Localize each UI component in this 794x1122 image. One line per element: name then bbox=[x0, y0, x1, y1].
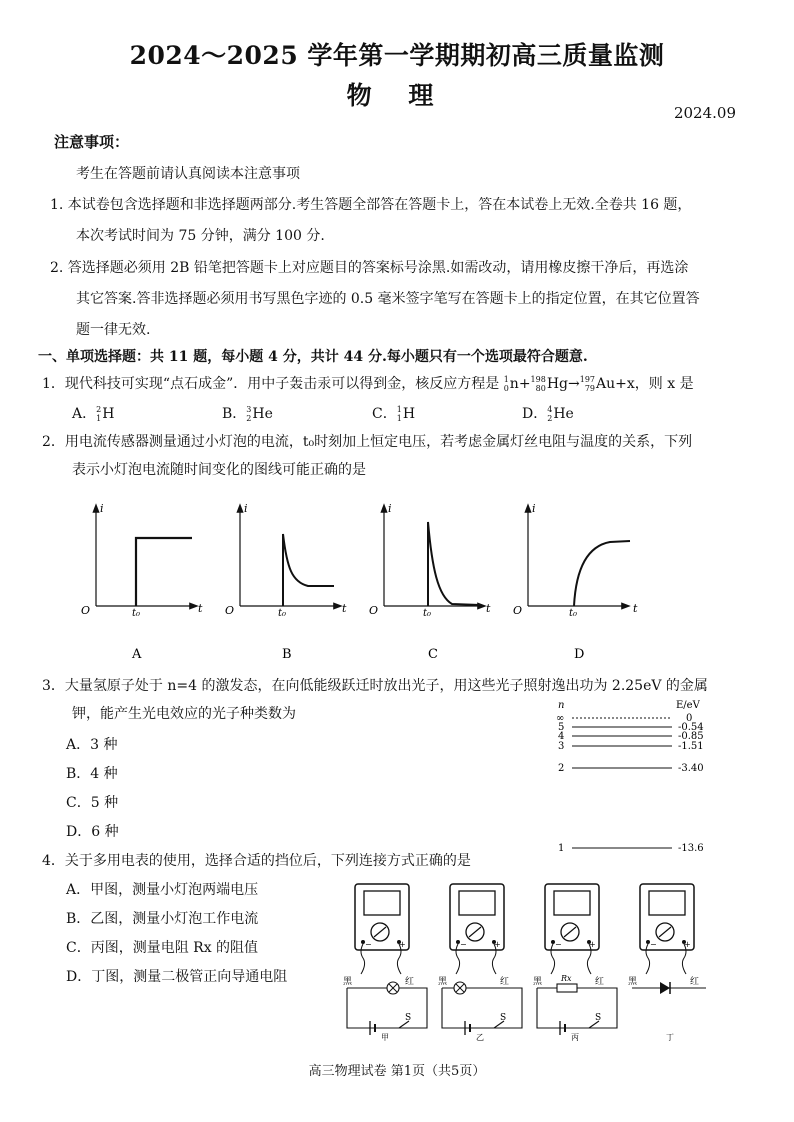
svg-text:+: + bbox=[399, 940, 406, 949]
ding-caption: 丁 bbox=[666, 1033, 674, 1042]
graph-d-y-label: i bbox=[532, 502, 536, 515]
graph-c-y-label: i bbox=[388, 502, 392, 515]
ding-red-label: 红 bbox=[690, 977, 700, 987]
graph-b-caption: B bbox=[282, 647, 292, 662]
meter-circuit-bing bbox=[533, 884, 617, 1042]
svg-text:+: + bbox=[494, 940, 501, 949]
hg-numbers: 198 80 bbox=[530, 375, 546, 393]
subject-title: 物 理 bbox=[346, 81, 448, 110]
notice-item-2-end: 题一律无效. bbox=[76, 322, 151, 338]
e-axis-label: E/eV bbox=[676, 700, 700, 711]
question-2-line-2: 表示小灯泡电流随时间变化的图线可能正确的是 bbox=[72, 462, 366, 478]
graph-a-x-label: t bbox=[198, 602, 203, 615]
notice-item-1-cont: 本次考试时间为 75 分钟，满分 100 分. bbox=[76, 228, 325, 244]
level-e-2: -3.40 bbox=[678, 763, 704, 774]
graph-a-y-label: i bbox=[100, 502, 104, 515]
bing-red-label: 红 bbox=[595, 977, 605, 987]
level-e-5: -0.54 bbox=[678, 722, 704, 733]
n-numbers: 1 0 bbox=[503, 375, 509, 393]
level-e-inf: 0 bbox=[686, 713, 693, 724]
level-n-5: 5 bbox=[558, 722, 565, 733]
q3-option-d: D．6 种 bbox=[66, 824, 119, 840]
svg-text:−: − bbox=[460, 940, 467, 949]
meter-circuit-ding bbox=[628, 884, 706, 1042]
jia-switch-label: S bbox=[405, 1013, 412, 1023]
notice-item-2: 2. 答选择题必须用 2B 铅笔把答题卡上对应题目的答案标号涂黑.如需改动，请用橡皮擦干净后，再选涂 bbox=[50, 260, 689, 276]
jia-red-label: 红 bbox=[405, 977, 415, 987]
level-n-3: 3 bbox=[558, 741, 565, 752]
graph-d bbox=[513, 502, 638, 662]
level-e-3: -1.51 bbox=[678, 741, 704, 752]
graph-d-t0: t₀ bbox=[569, 608, 578, 619]
q3-option-b: B．4 种 bbox=[66, 766, 118, 782]
bing-black-label: 黑 bbox=[533, 977, 543, 987]
q3-option-a: A．3 种 bbox=[66, 737, 118, 753]
multimeter-diagrams bbox=[335, 880, 715, 1042]
meter-circuit-jia bbox=[343, 884, 427, 1042]
graph-c-t0: t₀ bbox=[423, 608, 432, 619]
n-axis-label: n bbox=[558, 700, 565, 711]
q4-option-a: A．甲图，测量小灯泡两端电压 bbox=[66, 882, 259, 898]
question-4-stem: 4．关于多用电表的使用，选择合适的挡位后，下列连接方式正确的是 bbox=[42, 853, 471, 869]
graph-d-caption: D bbox=[574, 647, 585, 662]
question-3-line-1: 3．大量氢原子处于 n=4 的激发态，在向低能级跃迁时放出光子，用这些光子照射逸出功为 2.25eV 的金属 bbox=[42, 678, 708, 694]
notice-item-2-cont: 其它答案.答非选择题必须用书写黑色字迹的 0.5 毫米签字笔写在答题卡上的指定位置，在其它位置答 bbox=[76, 291, 700, 307]
notice-item-1: 1. 本试卷包含选择题和非选择题两部分.考生答题全部答在答题卡上，答在本试卷上无效.全卷共 16 题， bbox=[50, 197, 692, 213]
level-n-2: 2 bbox=[558, 763, 565, 774]
graph-a-origin: O bbox=[81, 604, 91, 617]
q4-option-d: D．丁图，测量二极管正向导通电阻 bbox=[66, 969, 288, 985]
notice-heading: 注意事项： bbox=[54, 133, 130, 151]
yi-switch-label: S bbox=[500, 1013, 507, 1023]
svg-text:+: + bbox=[684, 940, 691, 949]
graph-c-origin: O bbox=[369, 604, 379, 617]
graph-a bbox=[81, 502, 203, 662]
graph-d-origin: O bbox=[513, 604, 523, 617]
q1-option-c: C． 1 1 H bbox=[372, 405, 416, 423]
graph-b-y-label: i bbox=[244, 502, 248, 515]
graph-b-x-label: t bbox=[342, 602, 347, 615]
graph-b bbox=[225, 502, 347, 662]
svg-text:−: − bbox=[555, 940, 562, 949]
svg-text:−: − bbox=[650, 940, 657, 949]
jia-caption: 甲 bbox=[381, 1033, 389, 1042]
level-e-4: -0.85 bbox=[678, 731, 704, 742]
yi-red-label: 红 bbox=[500, 977, 510, 987]
level-n-1: 1 bbox=[558, 843, 565, 854]
level-n-4: 4 bbox=[558, 731, 565, 742]
page-footer: 高三物理试卷 第1页（共5页） bbox=[308, 1064, 486, 1079]
q4-option-c: C．丙图，测量电阻 Rx 的阻值 bbox=[66, 940, 259, 956]
graph-d-x-label: t bbox=[633, 602, 638, 615]
section-1-heading: 一、单项选择题：共 11 题，每小题 4 分，共计 44 分.每小题只有一个选项最符合题意. bbox=[38, 349, 588, 365]
q1-option-d: D． 4 2 He bbox=[522, 405, 574, 423]
bing-caption: 丙 bbox=[571, 1033, 579, 1042]
meter-circuit-yi bbox=[438, 884, 522, 1042]
graph-c bbox=[369, 502, 491, 662]
graph-c-x-label: t bbox=[486, 602, 491, 615]
au-numbers: 197 79 bbox=[579, 375, 596, 393]
q3-option-c: C．5 种 bbox=[66, 795, 119, 811]
question-2-line-1: 2．用电流传感器测量通过小灯泡的电流，t₀时刻加上恒定电压，若考虑金属灯丝电阻与温度的关系，下列 bbox=[42, 434, 693, 450]
graph-c-caption: C bbox=[428, 647, 438, 662]
svg-text:−: − bbox=[365, 940, 372, 949]
bing-rx-label: Rx bbox=[561, 974, 572, 983]
yi-black-label: 黑 bbox=[438, 977, 448, 987]
notice-intro: 考生在答题前请认真阅读本注意事项 bbox=[76, 166, 300, 182]
q1-option-b: B． 3 2 He bbox=[222, 405, 273, 423]
ding-black-label: 黑 bbox=[628, 977, 638, 987]
graph-a-t0: t₀ bbox=[132, 608, 141, 619]
bing-switch-label: S bbox=[595, 1013, 602, 1023]
graph-a-caption: A bbox=[132, 647, 142, 662]
question-1-stem: 1．现代科技可实现“点石成金”．用中子轰击汞可以得到金，核反应方程是 1 0 n+ 198 80 Hg→ 197 79 Au+x，则 x 是 bbox=[42, 375, 694, 393]
energy-level-diagram bbox=[550, 696, 730, 856]
level-n-inf: ∞ bbox=[556, 713, 565, 724]
q2-graphs bbox=[70, 498, 660, 668]
graph-b-t0: t₀ bbox=[278, 608, 287, 619]
svg-text:+: + bbox=[589, 940, 596, 949]
question-3-line-2: 钾，能产生光电效应的光子种类数为 bbox=[72, 706, 296, 722]
q4-option-b: B．乙图，测量小灯泡工作电流 bbox=[66, 911, 259, 927]
yi-caption: 乙 bbox=[476, 1033, 484, 1042]
exam-date: 2024.09 bbox=[673, 104, 736, 122]
level-e-1: -13.6 bbox=[678, 843, 704, 854]
exam-title: 2024～2025 学年第一学期期初高三质量监测 bbox=[129, 41, 665, 70]
q1-option-a: A． 2 1 H bbox=[72, 405, 115, 423]
graph-b-origin: O bbox=[225, 604, 235, 617]
jia-black-label: 黑 bbox=[343, 977, 353, 987]
